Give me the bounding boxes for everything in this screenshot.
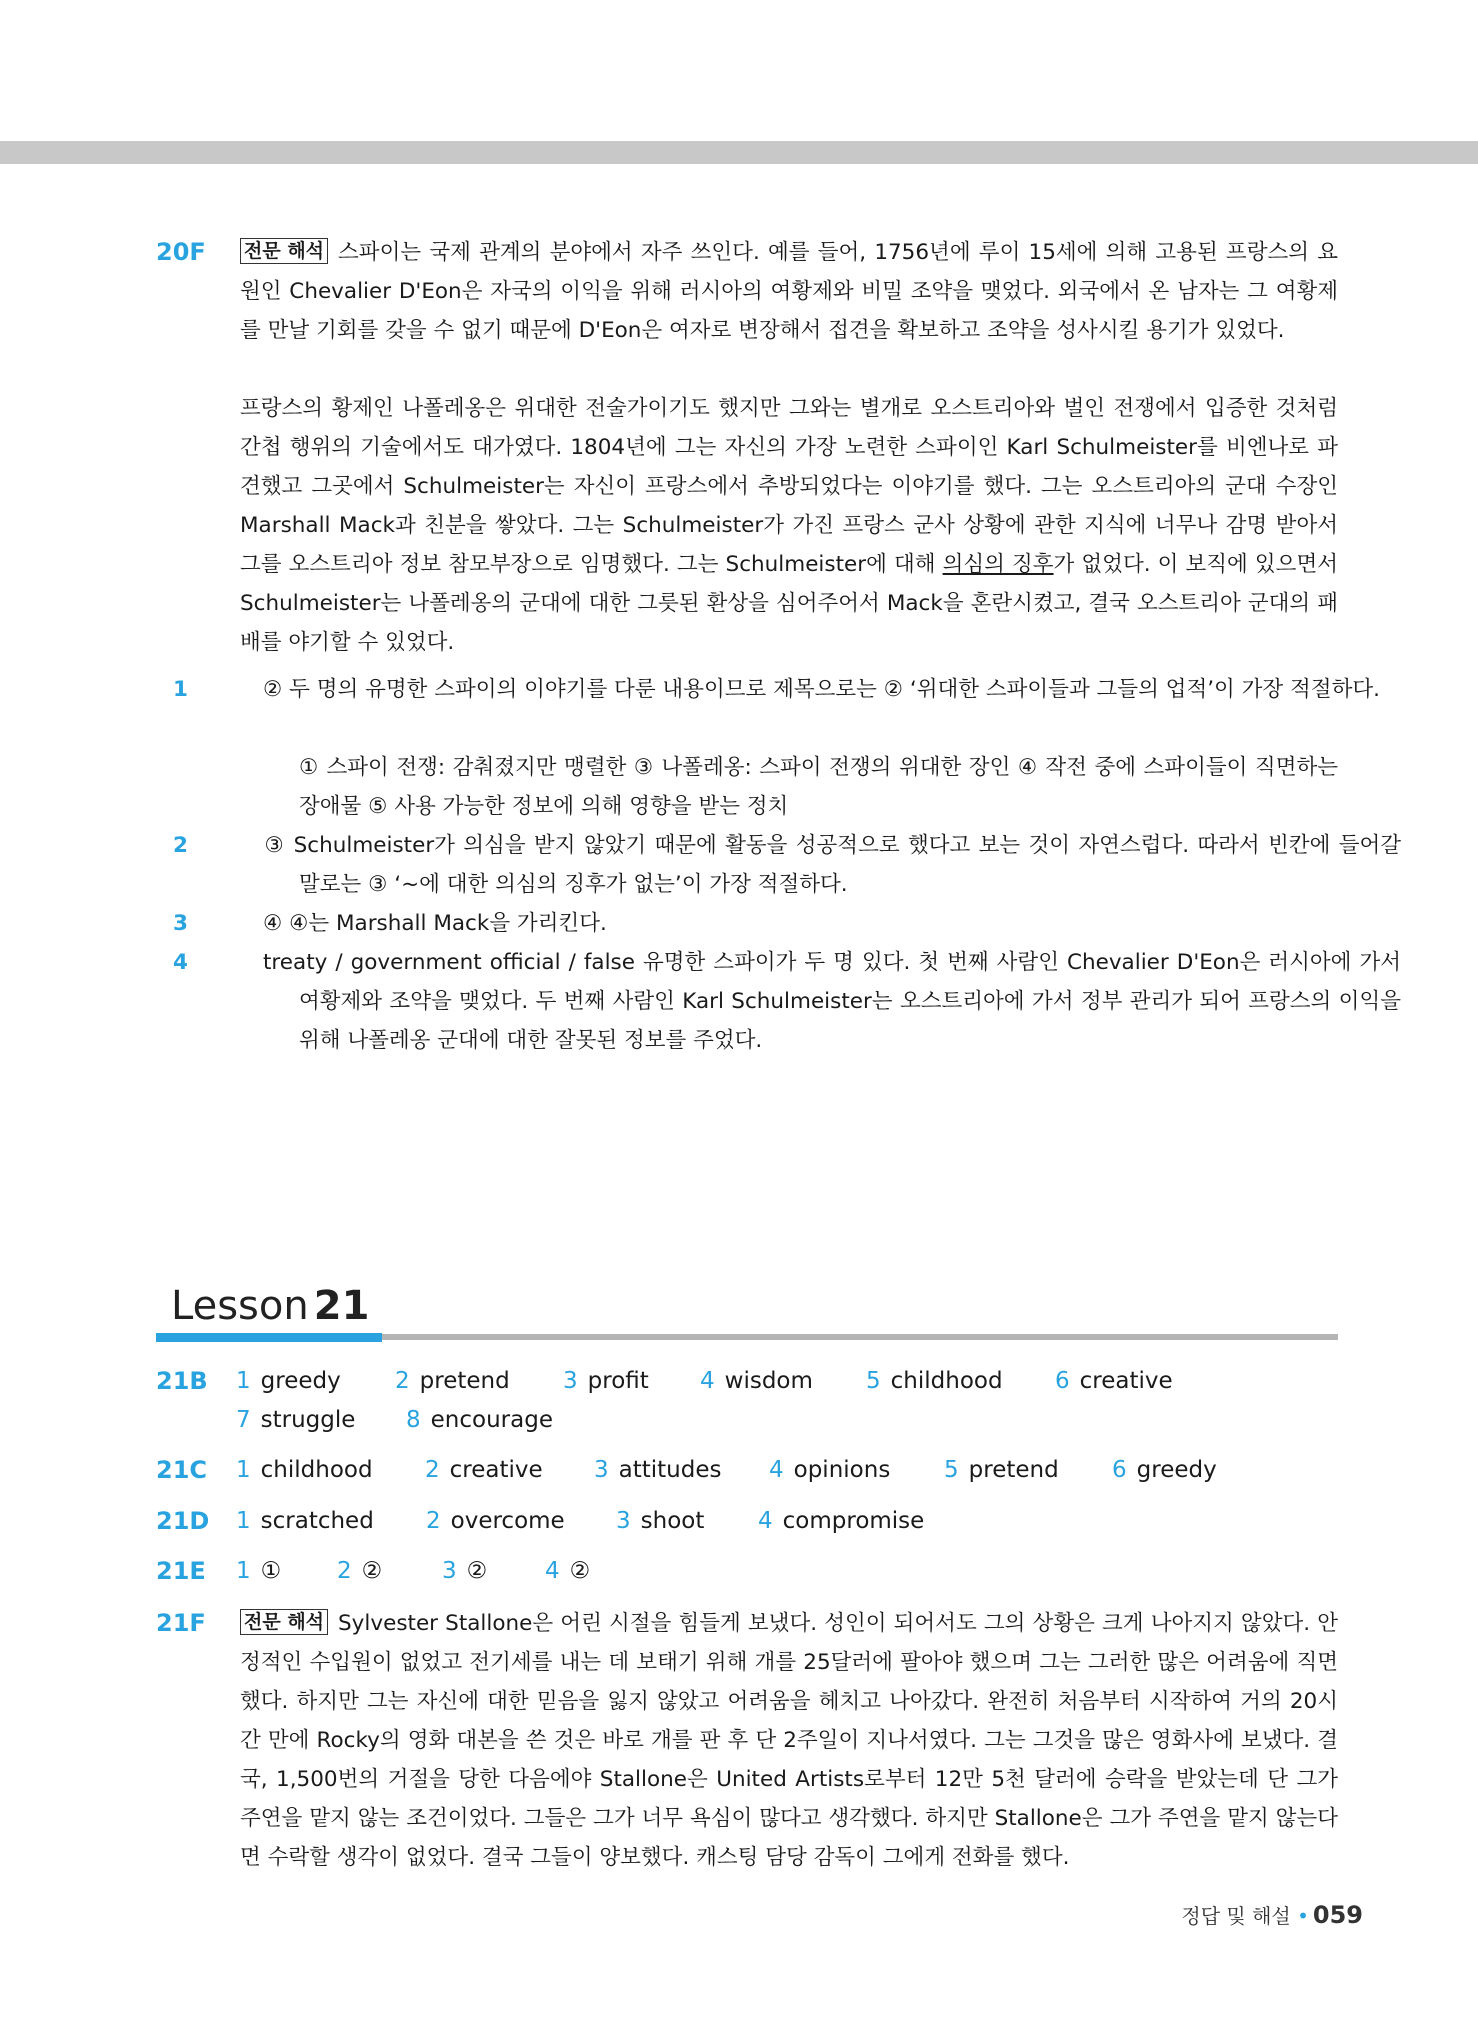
word-text: pretend [419, 1368, 510, 1394]
word-text: attitudes [618, 1457, 722, 1483]
word-text: childhood [260, 1457, 373, 1483]
word-number: 5 [944, 1457, 959, 1483]
section-label-21d: 21D [156, 1507, 210, 1535]
word-number: 1 [236, 1558, 251, 1584]
word-item [1112, 1457, 1217, 1483]
word-number: 1 [236, 1457, 251, 1483]
word-text: opinions [793, 1457, 891, 1483]
answer-item-4 [173, 943, 1401, 1060]
word-text: ② [466, 1558, 488, 1584]
word-number: 1 [236, 1508, 251, 1534]
word-text: overcome [450, 1508, 565, 1534]
word-number: 4 [758, 1508, 773, 1534]
answer-text: ④ ④는 Marshall Mack을 가리킨다. [263, 911, 607, 936]
translation-tag: 전문 해석 [240, 238, 328, 264]
word-number: 3 [616, 1508, 631, 1534]
word-item [337, 1558, 382, 1584]
word-text: compromise [782, 1508, 925, 1534]
word-number: 1 [236, 1368, 251, 1394]
lesson-underline-accent [156, 1333, 382, 1342]
word-number: 3 [563, 1368, 578, 1394]
section-label-21e: 21E [156, 1557, 206, 1585]
word-text: shoot [640, 1508, 705, 1534]
word-item [236, 1407, 355, 1433]
word-number: 2 [425, 1457, 440, 1483]
word-number: 2 [426, 1508, 441, 1534]
paragraph-text: 스파이는 국제 관계의 분야에서 자주 쓰인다. 예를 들어, 1756년에 루이 15세에 의해 고용된 프랑스의 요원인 Chevalier D'Eon은 자국의 이익을 위해 러시아의 여황제와 비밀 조약을 맺었다. 외국에서 온 남자는 그 여황제를 만날 기회를 갖을 수 없기 때문에 D'Eon은 여자로 변장해서 접견을 확보하고 조약을 성사시킬 용기가 있었다. [240, 240, 1338, 343]
answer-item-1 [173, 670, 1401, 709]
answer-item-3 [173, 904, 1401, 943]
word-text: ② [569, 1558, 591, 1584]
section-label-21b: 21B [156, 1367, 208, 1395]
word-item [425, 1457, 543, 1483]
paragraph-text: Sylvester Stallone은 어린 시절을 힘들게 보냈다. 성인이 되어서도 그의 상황은 크게 나아지지 않았다. 안정적인 수입원이 없었고 전기세를 내는 데 보태기 위해 개를 25달러에 팔아야 했으며 그는 그러한 많은 어려움에 직면했다. 하지만 그는 자신에 대한 믿음을 잃지 않았고 어려움을 헤치고 나아갔다. 완전히 처음부터 시작하여 거의 20시간 만에 Rocky의 영화 대본을 쓴 것은 바로 개를 판 후 단 2주일이 지나서였다. 그는 그것을 많은 영화사에 보냈다. 결국, 1,500번의 거절을 당한 다음에야 Stallone은 United Artists로부터 12만 5천 달러에 승락을 받았는데 단 그가 주연을 맡지 않는 조건이었다. 그들은 그가 너무 욕심이 많다고 생각했다. 하지만 Stallone은 그가 주연을 맡지 않는다면 수락할 생각이 없었다. 결국 그들이 양보했다. 캐스팅 담당 감독이 그에게 전화를 했다. [240, 1611, 1338, 1870]
paragraph-20f-2 [240, 389, 1338, 662]
word-text: greedy [1136, 1457, 1217, 1483]
lesson-heading [171, 1280, 369, 1332]
word-text: scratched [260, 1508, 374, 1534]
answer-number: 1 [173, 677, 188, 702]
word-item [769, 1457, 890, 1483]
answer-text: treaty / government official / false 유명한 스파이가 두 명 있다. 첫 번째 사람인 Chevalier D'Eon은 러시아에 가서 여황제와 조약을 맺었다. 두 번째 사람인 Karl Schulmeister는 오스트리아에 가서 정부 관리가 되어 프랑스의 이익을 위해 나폴레옹 군대에 대한 잘못된 정보를 주었다. [263, 950, 1401, 1053]
word-number: 2 [337, 1558, 352, 1584]
page-number: 059 [1312, 1901, 1363, 1929]
word-item [236, 1558, 281, 1584]
paragraph-text: 가 없었다. 이 보직에 있으면서 Schulmeister는 나폴레옹의 군대에 대한 그릇된 환상을 심어주어서 Mack을 혼란시켰고, 결국 오스트리아 군대의 패배를 야기할 수 있었다. [240, 552, 1338, 655]
word-item [944, 1457, 1059, 1483]
paragraph-20f-1 [240, 233, 1338, 350]
answer-item-1-options: ① 스파이 전쟁: 감춰졌지만 맹렬한 ③ 나폴레옹: 스파이 전쟁의 위대한 장인 ④ 작전 중에 스파이들이 직면하는 장애물 ⑤ 사용 가능한 정보에 의해 영향을 받는 정치 [299, 755, 1338, 819]
section-label-21c: 21C [156, 1456, 208, 1484]
answer-number: 2 [173, 833, 188, 858]
word-text: encourage [430, 1407, 553, 1433]
word-item [395, 1368, 510, 1394]
word-number: 6 [1055, 1368, 1070, 1394]
word-number: 4 [545, 1558, 560, 1584]
word-text: creative [449, 1457, 543, 1483]
word-item [616, 1508, 704, 1534]
answer-text: ③ Schulmeister가 의심을 받지 않았기 때문에 활동을 성공적으로 했다고 보는 것이 자연스럽다. 따라서 빈칸에 들어갈 말로는 ③ ‘~에 대한 의심의 징후가 없는’이 가장 적절하다. [263, 833, 1401, 897]
word-item [1055, 1368, 1173, 1394]
word-item [866, 1368, 1003, 1394]
lesson-underline-rule [382, 1334, 1338, 1340]
word-number: 7 [236, 1407, 251, 1433]
answer-text: ② 두 명의 유명한 스파이의 이야기를 다룬 내용이므로 제목으로는 ② ‘위대한 스파이들과 그들의 업적’이 가장 적절하다. [263, 677, 1380, 702]
word-item [545, 1558, 590, 1584]
answer-item-2 [173, 826, 1401, 904]
footer-section: 정답 및 해설 [1181, 1904, 1291, 1928]
word-text: ① [260, 1558, 282, 1584]
word-number: 4 [769, 1457, 784, 1483]
underlined-phrase: 의심의 징후 [942, 552, 1054, 577]
footer-bullet: • [1297, 1904, 1309, 1928]
word-number: 8 [406, 1407, 421, 1433]
word-number: 3 [594, 1457, 609, 1483]
word-text: greedy [260, 1368, 341, 1394]
section-label-21f: 21F [156, 1609, 206, 1637]
page-footer [1181, 1900, 1363, 1929]
translation-tag: 전문 해석 [240, 1609, 328, 1635]
word-item [700, 1368, 813, 1394]
word-number: 4 [700, 1368, 715, 1394]
word-number: 5 [866, 1368, 881, 1394]
word-item [236, 1368, 341, 1394]
answer-number: 3 [173, 911, 188, 936]
lesson-word: Lesson [171, 1283, 309, 1329]
word-text: profit [587, 1368, 649, 1394]
word-item [426, 1508, 565, 1534]
lesson-number: 21 [313, 1283, 370, 1329]
word-number: 3 [442, 1558, 457, 1584]
section-label-20f: 20F [156, 238, 206, 266]
word-item [594, 1457, 722, 1483]
word-number: 2 [395, 1368, 410, 1394]
word-item [563, 1368, 649, 1394]
word-text: ② [361, 1558, 383, 1584]
answer-number: 4 [173, 950, 188, 975]
word-number: 6 [1112, 1457, 1127, 1483]
word-item [442, 1558, 487, 1584]
top-gray-bar [0, 141, 1478, 164]
word-text: pretend [968, 1457, 1059, 1483]
word-item [758, 1508, 924, 1534]
word-item [236, 1457, 373, 1483]
word-item [406, 1407, 553, 1433]
word-text: struggle [260, 1407, 356, 1433]
word-text: wisdom [724, 1368, 813, 1394]
word-text: childhood [890, 1368, 1003, 1394]
paragraph-text: 프랑스의 황제인 나폴레옹은 위대한 전술가이기도 했지만 그와는 별개로 오스트리아와 벌인 전쟁에서 입증한 것처럼 간첩 행위의 기술에서도 대가였다. 1804년에 그는 자신의 가장 노련한 스파이인 Karl Schulmeister를 비엔나로 파견했고 그곳에서 Schulmeister는 자신이 프랑스에서 추방되었다는 이야기를 했다. 그는 오스트리아의 군대 수장인 Marshall Mack과 친분을 쌓았다. 그는 Schulmeister가 가진 프랑스 군사 상황에 관한 지식에 너무나 감명 받아서 그를 오스트리아 정보 참모부장으로 임명했다. 그는 Schulmeister에 대해 [240, 396, 1338, 577]
paragraph-21f [240, 1604, 1338, 1877]
word-item [236, 1508, 374, 1534]
word-text: creative [1079, 1368, 1173, 1394]
